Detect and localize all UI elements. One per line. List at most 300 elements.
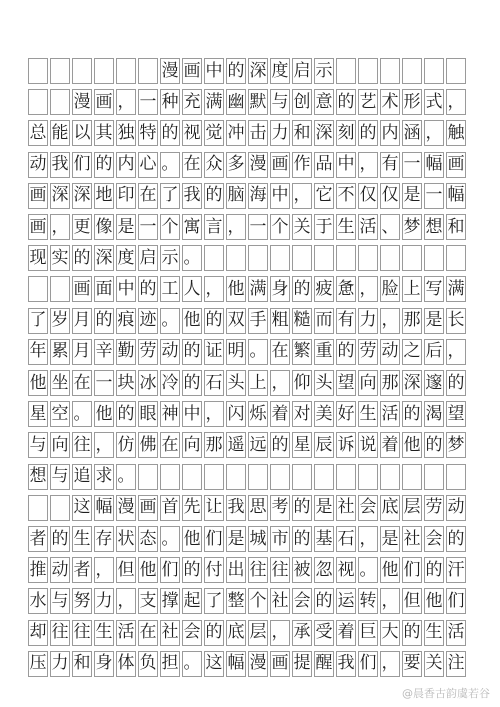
- grid-cell: 梦: [446, 432, 466, 458]
- grid-cell: 。: [358, 557, 378, 583]
- grid-cell: 向: [50, 432, 70, 458]
- grid-cell: [138, 58, 158, 84]
- grid-cell: 证: [204, 339, 224, 365]
- grid-cell: 意: [314, 89, 334, 115]
- grid-cell: 是: [380, 526, 400, 552]
- grid-cell: ，: [270, 370, 290, 396]
- grid-cell: 他: [402, 432, 422, 458]
- grid-cell: 一: [402, 152, 422, 178]
- grid-cell: 是: [402, 183, 422, 209]
- grid-cell: 体: [116, 651, 136, 677]
- grid-cell: 动: [50, 557, 70, 583]
- grid-cell: 与: [28, 432, 48, 458]
- grid-cell: 是: [314, 495, 334, 521]
- grid-cell: 之: [402, 339, 422, 365]
- grid-cell: 整: [226, 588, 246, 614]
- grid-cell: ，: [424, 120, 444, 146]
- grid-cell: 心: [138, 152, 158, 178]
- grid-cell: 。: [248, 339, 268, 365]
- grid-cell: 我: [226, 495, 246, 521]
- grid-cell: 。: [116, 464, 136, 490]
- grid-cell: 累: [50, 339, 70, 365]
- grid-cell: 个: [248, 588, 268, 614]
- grid-cell: 他: [380, 557, 400, 583]
- grid-cell: 疲: [314, 276, 334, 302]
- grid-cell: 品: [314, 152, 334, 178]
- grid-cell: 中: [116, 276, 136, 302]
- grid-cell: ，: [380, 588, 400, 614]
- grid-cell: [138, 464, 158, 490]
- grid-cell: [292, 464, 312, 490]
- grid-cell: 出: [226, 557, 246, 583]
- grid-cell: 这: [72, 495, 92, 521]
- grid-cell: 支: [138, 588, 158, 614]
- grid-cell: 深: [248, 58, 268, 84]
- grid-cell: 后: [424, 339, 444, 365]
- grid-cell: 印: [116, 183, 136, 209]
- grid-cell: 动: [160, 339, 180, 365]
- grid-cell: 的: [116, 401, 136, 427]
- grid-cell: 年: [28, 339, 48, 365]
- grid-cell: 社: [336, 495, 356, 521]
- grid-cell: 写: [424, 276, 444, 302]
- grid-cell: 与: [270, 89, 290, 115]
- grid-cell: 的: [292, 526, 312, 552]
- grid-cell: 活: [380, 401, 400, 427]
- grid-cell: ，: [94, 432, 114, 458]
- grid-cell: ，: [226, 214, 246, 240]
- grid-cell: [50, 495, 70, 521]
- grid-cell: 往: [50, 620, 70, 646]
- grid-cell: 巨: [358, 620, 378, 646]
- grid-cell: 了: [160, 183, 180, 209]
- grid-cell: 仅: [358, 183, 378, 209]
- grid-cell: 能: [50, 120, 70, 146]
- grid-cell: 的: [72, 245, 92, 271]
- grid-cell: 的: [204, 308, 224, 334]
- grid-cell: 转: [358, 588, 378, 614]
- grid-cell: 推: [28, 557, 48, 583]
- grid-row: [28, 183, 470, 209]
- grid-cell: [94, 58, 114, 84]
- grid-cell: [446, 464, 466, 490]
- grid-row: [28, 588, 470, 614]
- grid-cell: [314, 245, 334, 271]
- grid-cell: 惫: [336, 276, 356, 302]
- grid-cell: [446, 245, 466, 271]
- grid-cell: 底: [380, 495, 400, 521]
- grid-cell: 满: [446, 276, 466, 302]
- grid-cell: 实: [50, 245, 70, 271]
- grid-cell: 着: [270, 401, 290, 427]
- grid-cell: 生: [94, 620, 114, 646]
- grid-cell: 漫: [116, 495, 136, 521]
- grid-cell: 的: [402, 401, 422, 427]
- grid-cell: 的: [446, 526, 466, 552]
- grid-cell: ，: [358, 526, 378, 552]
- grid-cell: 仿: [116, 432, 136, 458]
- grid-cell: 者: [28, 526, 48, 552]
- grid-cell: 们: [446, 588, 466, 614]
- grid-cell: [336, 245, 356, 271]
- grid-cell: [380, 464, 400, 490]
- grid-cell: 我: [336, 651, 356, 677]
- grid-cell: 城: [248, 526, 268, 552]
- grid-cell: 上: [402, 276, 422, 302]
- grid-cell: 但: [116, 557, 136, 583]
- grid-cell: 起: [182, 588, 202, 614]
- grid-cell: 在: [72, 370, 92, 396]
- grid-cell: [28, 495, 48, 521]
- grid-cell: 不: [336, 183, 356, 209]
- grid-cell: 一: [424, 183, 444, 209]
- grid-cell: ，: [94, 557, 114, 583]
- grid-cell: 的: [160, 120, 180, 146]
- grid-cell: 要: [402, 651, 422, 677]
- grid-cell: 。: [160, 526, 180, 552]
- grid-cell: 先: [182, 495, 202, 521]
- grid-cell: 充: [182, 89, 202, 115]
- grid-cell: 多: [226, 152, 246, 178]
- grid-cell: 市: [270, 526, 290, 552]
- grid-cell: 的: [292, 495, 312, 521]
- grid-cell: 。: [182, 651, 202, 677]
- grid-cell: 邃: [424, 370, 444, 396]
- grid-cell: 往: [248, 557, 268, 583]
- grid-cell: 漫: [160, 58, 180, 84]
- grid-cell: 有: [380, 152, 400, 178]
- grid-cell: [28, 89, 48, 115]
- grid-cell: 创: [292, 89, 312, 115]
- grid-cell: 他: [226, 276, 246, 302]
- grid-cell: ，: [380, 651, 400, 677]
- grid-cell: 冷: [160, 370, 180, 396]
- grid-cell: 内: [116, 152, 136, 178]
- grid-cell: 漫: [248, 651, 268, 677]
- grid-row: [28, 89, 470, 115]
- grid-cell: 身: [94, 651, 114, 677]
- grid-cell: 空: [50, 401, 70, 427]
- grid-row: [28, 495, 470, 521]
- grid-cell: 的: [182, 339, 202, 365]
- grid-cell: 注: [446, 651, 466, 677]
- grid-cell: 上: [248, 370, 268, 396]
- grid-cell: 仅: [380, 183, 400, 209]
- grid-cell: ，: [292, 183, 312, 209]
- grid-cell: 石: [336, 526, 356, 552]
- grid-cell: 众: [204, 152, 224, 178]
- grid-cell: 承: [292, 620, 312, 646]
- grid-cell: 水: [28, 588, 48, 614]
- grid-cell: [28, 58, 48, 84]
- grid-cell: [270, 464, 290, 490]
- grid-cell: 远: [248, 432, 268, 458]
- grid-row: [28, 370, 470, 396]
- grid-cell: 和: [72, 651, 92, 677]
- grid-cell: 社: [402, 526, 422, 552]
- grid-cell: 关: [424, 651, 444, 677]
- grid-cell: 地: [94, 183, 114, 209]
- grid-cell: [270, 245, 290, 271]
- grid-cell: 与: [50, 464, 70, 490]
- grid-cell: 社: [270, 588, 290, 614]
- grid-cell: 动: [446, 495, 466, 521]
- grid-cell: 那: [380, 370, 400, 396]
- grid-cell: 深: [94, 245, 114, 271]
- grid-cell: 画: [72, 276, 92, 302]
- grid-cell: 他: [182, 308, 202, 334]
- grid-cell: 块: [116, 370, 136, 396]
- grid-cell: [380, 245, 400, 271]
- grid-cell: 深: [50, 183, 70, 209]
- grid-cell: 却: [28, 620, 48, 646]
- grid-cell: 想: [28, 464, 48, 490]
- grid-cell: 努: [72, 588, 92, 614]
- grid-cell: 压: [28, 651, 48, 677]
- grid-cell: 考: [270, 495, 290, 521]
- grid-cell: [446, 58, 466, 84]
- grid-cell: [226, 245, 246, 271]
- grid-cell: 画: [182, 58, 202, 84]
- grid-cell: 默: [248, 89, 268, 115]
- grid-cell: 力: [94, 588, 114, 614]
- grid-cell: 一: [94, 370, 114, 396]
- grid-cell: 在: [138, 183, 158, 209]
- grid-cell: ，: [358, 276, 378, 302]
- grid-cell: 的: [270, 432, 290, 458]
- grid-cell: 幅: [446, 183, 466, 209]
- grid-cell: 幅: [424, 152, 444, 178]
- grid-cell: 但: [402, 588, 422, 614]
- grid-cell: [424, 245, 444, 271]
- grid-cell: [72, 58, 92, 84]
- grid-cell: ，: [446, 339, 466, 365]
- grid-cell: 满: [248, 276, 268, 302]
- grid-cell: 忽: [314, 557, 334, 583]
- grid-cell: 醒: [314, 651, 334, 677]
- grid-cell: 闪: [226, 401, 246, 427]
- grid-cell: 头: [314, 370, 334, 396]
- grid-cell: ，: [204, 276, 224, 302]
- grid-cell: [358, 245, 378, 271]
- grid-cell: ，: [116, 588, 136, 614]
- grid-row: [28, 308, 470, 334]
- grid-cell: 着: [336, 620, 356, 646]
- grid-cell: 说: [358, 432, 378, 458]
- grid-row: [28, 651, 470, 677]
- grid-cell: 坐: [50, 370, 70, 396]
- grid-cell: 力: [358, 308, 378, 334]
- grid-cell: 艺: [358, 89, 378, 115]
- grid-cell: [424, 464, 444, 490]
- grid-cell: 动: [380, 339, 400, 365]
- grid-cell: 幅: [94, 495, 114, 521]
- grid-cell: 脸: [380, 276, 400, 302]
- grid-cell: 繁: [292, 339, 312, 365]
- grid-cell: 深: [72, 183, 92, 209]
- grid-cell: 存: [94, 526, 114, 552]
- grid-cell: 了: [28, 308, 48, 334]
- grid-cell: 们: [204, 526, 224, 552]
- grid-cell: 寓: [182, 214, 202, 240]
- grid-cell: 漫: [72, 89, 92, 115]
- grid-cell: 我: [182, 183, 202, 209]
- grid-cell: 现: [28, 245, 48, 271]
- grid-cell: 触: [446, 120, 466, 146]
- grid-cell: 往: [270, 557, 290, 583]
- grid-cell: 的: [446, 370, 466, 396]
- grid-cell: [358, 464, 378, 490]
- grid-cell: 层: [248, 620, 268, 646]
- grid-cell: 辛: [94, 339, 114, 365]
- grid-cell: 的: [138, 276, 158, 302]
- grid-cell: [116, 58, 136, 84]
- grid-cell: 在: [182, 152, 202, 178]
- grid-cell: 望: [446, 401, 466, 427]
- grid-cell: 往: [72, 432, 92, 458]
- grid-cell: 望: [336, 370, 356, 396]
- grid-cell: 活: [116, 620, 136, 646]
- grid-cell: 一: [248, 214, 268, 240]
- grid-cell: [336, 464, 356, 490]
- grid-cell: 痕: [116, 308, 136, 334]
- grid-cell: ，: [380, 308, 400, 334]
- grid-cell: 画: [28, 183, 48, 209]
- grid-cell: 的: [226, 58, 246, 84]
- grid-cell: 的: [424, 557, 444, 583]
- grid-cell: 启: [138, 245, 158, 271]
- grid-cell: 梦: [402, 214, 422, 240]
- grid-cell: 的: [94, 152, 114, 178]
- grid-cell: 底: [226, 620, 246, 646]
- grid-cell: 粗: [270, 308, 290, 334]
- grid-cell: [248, 245, 268, 271]
- grid-cell: 神: [160, 401, 180, 427]
- grid-cell: ，: [270, 620, 290, 646]
- grid-cell: 头: [226, 370, 246, 396]
- grid-cell: 是: [424, 308, 444, 334]
- grid-cell: 其: [94, 120, 114, 146]
- grid-cell: ，: [50, 214, 70, 240]
- grid-cell: 手: [248, 308, 268, 334]
- grid-cell: [28, 276, 48, 302]
- grid-cell: 生: [336, 214, 356, 240]
- grid-cell: 会: [182, 620, 202, 646]
- grid-cell: 有: [336, 308, 356, 334]
- grid-cell: 提: [292, 651, 312, 677]
- grid-cell: [292, 245, 312, 271]
- grid-cell: 个: [160, 214, 180, 240]
- grid-cell: 星: [28, 401, 48, 427]
- grid-cell: 画: [138, 495, 158, 521]
- grid-row: [28, 276, 470, 302]
- grid-cell: 作: [292, 152, 312, 178]
- grid-cell: 生: [424, 620, 444, 646]
- grid-cell: 渴: [424, 401, 444, 427]
- grid-cell: 生: [72, 526, 92, 552]
- grid-cell: [204, 245, 224, 271]
- grid-cell: [204, 464, 224, 490]
- grid-cell: 冰: [138, 370, 158, 396]
- grid-cell: 迹: [138, 308, 158, 334]
- grid-cell: 重: [314, 339, 334, 365]
- watermark: @晨香古韵虞若谷: [402, 687, 490, 700]
- grid-cell: 运: [336, 588, 356, 614]
- grid-cell: 冲: [226, 120, 246, 146]
- grid-cell: 中: [182, 401, 202, 427]
- grid-cell: 思: [248, 495, 268, 521]
- grid-cell: 担: [160, 651, 180, 677]
- grid-cell: [226, 464, 246, 490]
- grid-cell: 佛: [138, 432, 158, 458]
- grid-cell: 基: [314, 526, 334, 552]
- grid-cell: 特: [138, 120, 158, 146]
- grid-cell: 诉: [336, 432, 356, 458]
- grid-cell: 的: [358, 120, 378, 146]
- grid-cell: 度: [270, 58, 290, 84]
- grid-cell: 们: [402, 557, 422, 583]
- grid-cell: 向: [358, 370, 378, 396]
- grid-cell: 脑: [226, 183, 246, 209]
- grid-cell: 的: [424, 432, 444, 458]
- grid-row: [28, 620, 470, 646]
- grid-cell: 勤: [116, 339, 136, 365]
- grid-cell: 他: [94, 401, 114, 427]
- grid-cell: ，: [116, 89, 136, 115]
- grid-cell: 与: [50, 588, 70, 614]
- grid-cell: 漫: [248, 152, 268, 178]
- grid-cell: 他: [182, 526, 202, 552]
- grid-cell: 的: [182, 370, 202, 396]
- grid-cell: 力: [50, 651, 70, 677]
- grid-cell: 在: [270, 339, 290, 365]
- grid-cell: 于: [314, 214, 334, 240]
- grid-cell: ，: [446, 89, 466, 115]
- grid-cell: 中: [204, 58, 224, 84]
- grid-cell: 的: [314, 588, 334, 614]
- grid-cell: 刻: [336, 120, 356, 146]
- grid-cell: 言: [204, 214, 224, 240]
- grid-cell: 是: [116, 214, 136, 240]
- grid-cell: 活: [358, 214, 378, 240]
- grid-cell: 月: [72, 339, 92, 365]
- grid-cell: 视: [336, 557, 356, 583]
- grid-cell: [402, 464, 422, 490]
- grid-cell: 满: [204, 89, 224, 115]
- grid-cell: 中: [270, 183, 290, 209]
- grid-cell: 这: [204, 651, 224, 677]
- grid-cell: [336, 58, 356, 84]
- grid-cell: 者: [72, 557, 92, 583]
- grid-cell: 们: [160, 557, 180, 583]
- grid-cell: 幽: [226, 89, 246, 115]
- grid-cell: 双: [226, 308, 246, 334]
- grid-cell: 。: [72, 401, 92, 427]
- grid-cell: 工: [160, 276, 180, 302]
- grid-cell: 的: [182, 557, 202, 583]
- grid-cell: 面: [94, 276, 114, 302]
- grid-cell: [314, 464, 334, 490]
- grid-cell: 的: [336, 89, 356, 115]
- grid-cell: [50, 89, 70, 115]
- grid-row: [28, 214, 470, 240]
- grid-cell: 活: [446, 620, 466, 646]
- grid-cell: 他: [28, 370, 48, 396]
- grid-cell: [424, 58, 444, 84]
- grid-cell: 幅: [226, 651, 246, 677]
- grid-cell: 视: [182, 120, 202, 146]
- grid-cell: 付: [204, 557, 224, 583]
